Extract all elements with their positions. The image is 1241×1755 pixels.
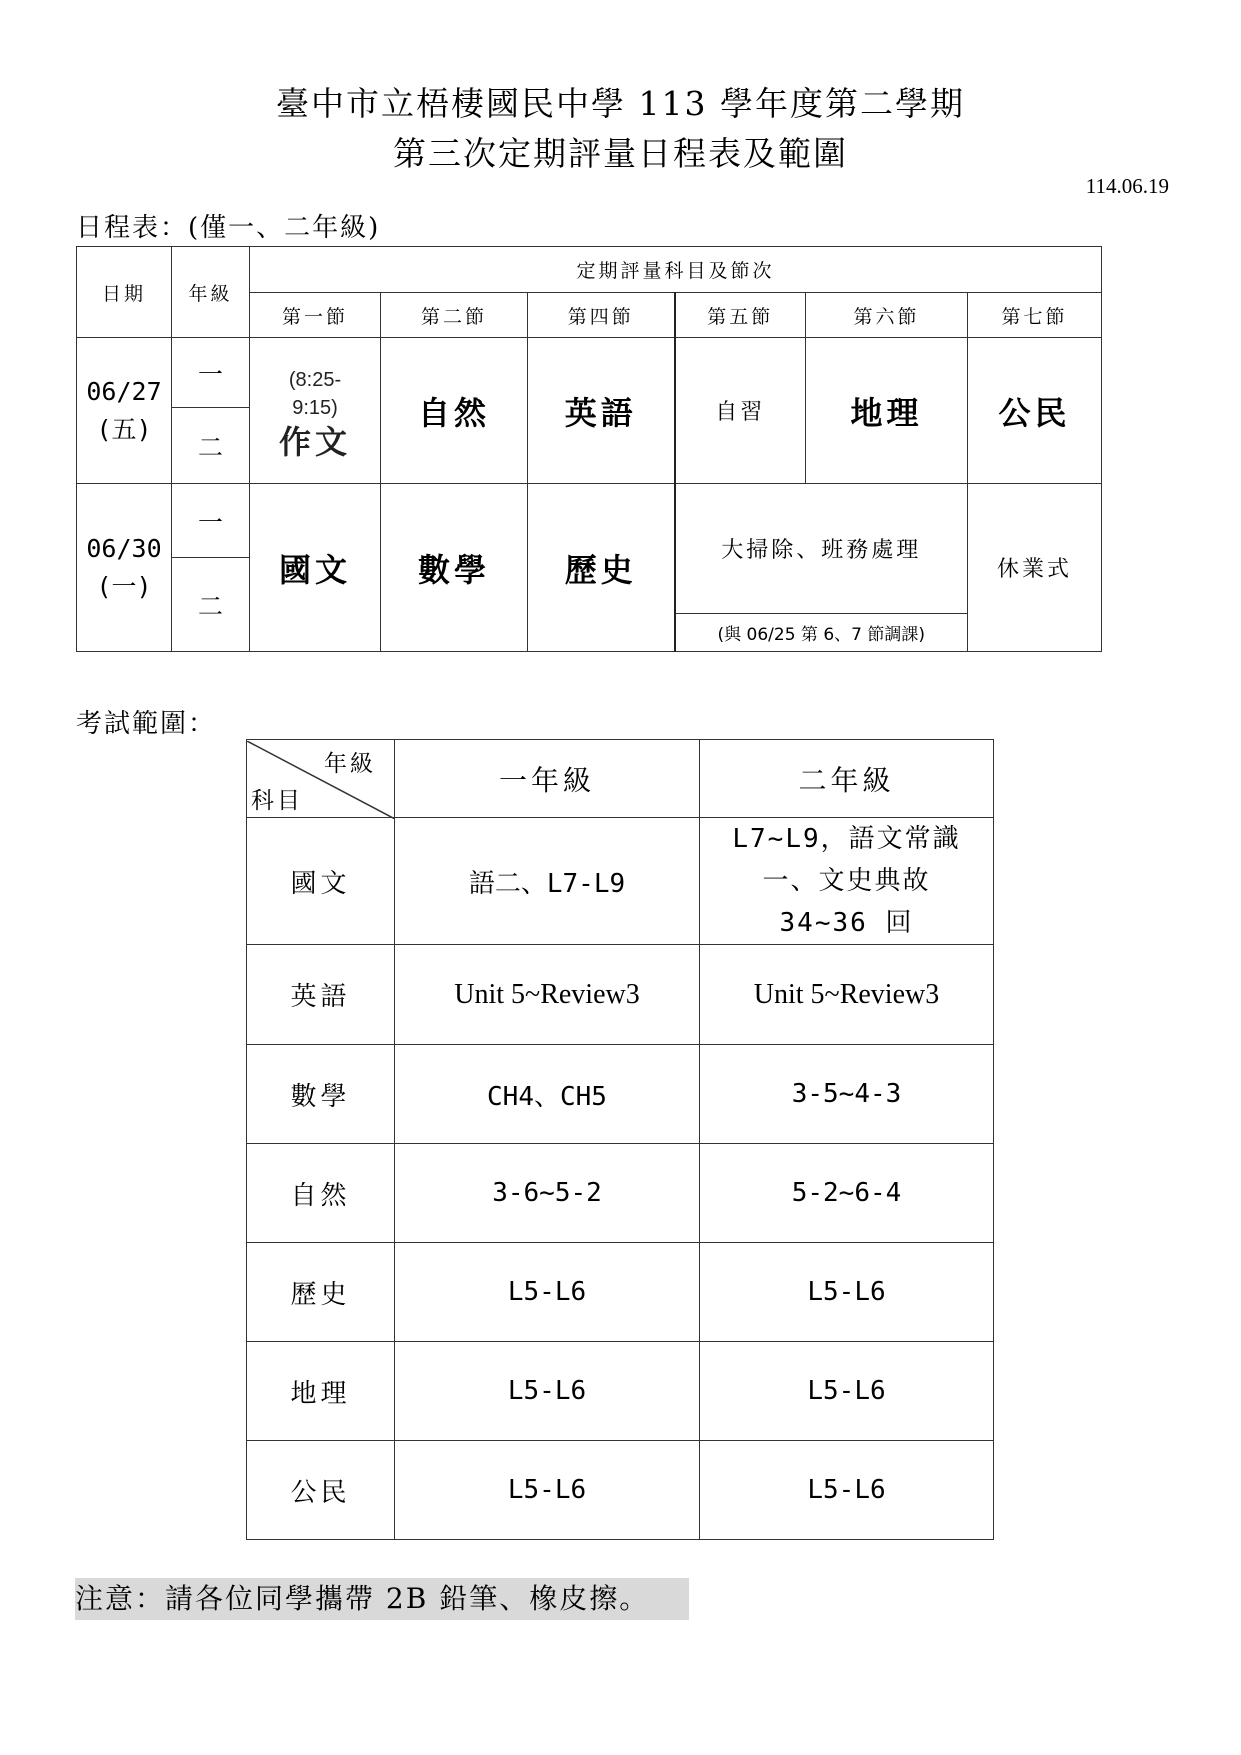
day2-period1: 國文 xyxy=(250,484,381,652)
grade1-range: 3-6~5-2 xyxy=(395,1144,700,1243)
day2-period2: 數學 xyxy=(381,484,528,652)
grade2-header: 二年級 xyxy=(700,740,994,818)
subject-cell: 歷史 xyxy=(247,1243,395,1342)
day1-period1-subject: 作文 xyxy=(278,422,351,461)
day1-period2: 自然 xyxy=(381,338,528,484)
grade2-range: L5-L6 xyxy=(700,1441,994,1540)
day2-date: 06/30 xyxy=(86,533,162,563)
col-grade-header: 年級 xyxy=(172,247,250,338)
day1-period4: 英語 xyxy=(528,338,675,484)
day2-grade-b: 二 xyxy=(172,558,250,652)
day2-period5-6: 大掃除、班務處理 xyxy=(675,484,968,614)
corner-subject-label: 科目 xyxy=(251,787,303,814)
grade1-range: L5-L6 xyxy=(395,1342,700,1441)
grade2-range: L5-L6 xyxy=(700,1243,994,1342)
document-date: 114.06.19 xyxy=(1085,174,1169,198)
day1-period5: 自習 xyxy=(675,338,806,484)
grade2-range: 3-5~4-3 xyxy=(700,1045,994,1144)
period-header: 第六節 xyxy=(806,293,968,338)
grade2-range: L5-L6 xyxy=(700,1342,994,1441)
day1-period1 xyxy=(250,338,381,484)
grade1-range: Unit 5~Review3 xyxy=(395,945,700,1045)
day1-weekday: (五) xyxy=(96,414,152,444)
exam-range-table xyxy=(246,739,994,1540)
page-title-line1: 臺中市立梧棲國民中學 113 學年度第二學期 xyxy=(276,84,965,123)
subject-cell: 地理 xyxy=(247,1342,395,1441)
day2-period5-6-note: (與 06/25 第 6、7 節調課) xyxy=(675,614,968,652)
corner-header xyxy=(247,740,395,818)
col-date-header: 日期 xyxy=(77,247,172,338)
day2-weekday: (一) xyxy=(96,571,152,601)
corner-grade-label: 年級 xyxy=(324,750,376,777)
grade1-range: CH4、CH5 xyxy=(395,1045,700,1144)
notice-banner: 注意：請各位同學攜帶 2B 鉛筆、橡皮擦。 xyxy=(75,1578,689,1620)
day2-grade-a: 一 xyxy=(172,484,250,558)
day2-date-cell xyxy=(77,484,172,652)
day1-period6: 地理 xyxy=(806,338,968,484)
day1-period1-time: (8:25- 9:15) xyxy=(288,368,342,419)
period-header: 第七節 xyxy=(968,293,1102,338)
page-title-line2: 第三次定期評量日程表及範圍 xyxy=(393,134,848,173)
grade1-range: 語二、L7-L9 xyxy=(395,818,700,945)
subject-cell: 公民 xyxy=(247,1441,395,1540)
day1-date-cell xyxy=(77,338,172,484)
subject-cell: 自然 xyxy=(247,1144,395,1243)
day2-period7: 休業式 xyxy=(968,484,1102,652)
schedule-label: 日程表：(僅一、二年級) xyxy=(76,213,381,243)
schedule-table xyxy=(76,246,1102,652)
grade2-range: L7~L9，語文常識 一、文史典故 34~36 回 xyxy=(700,818,994,945)
day1-grade-a: 一 xyxy=(172,338,250,408)
period-header: 第四節 xyxy=(528,293,675,338)
grade1-range: L5-L6 xyxy=(395,1243,700,1342)
range-label: 考試範圍： xyxy=(76,709,217,739)
grade1-range: L5-L6 xyxy=(395,1441,700,1540)
period-header: 第一節 xyxy=(250,293,381,338)
subjects-periods-header: 定期評量科目及節次 xyxy=(250,247,1102,293)
subject-cell: 國文 xyxy=(247,818,395,945)
day1-period7: 公民 xyxy=(968,338,1102,484)
day1-date: 06/27 xyxy=(86,376,162,406)
day1-grade-b: 二 xyxy=(172,408,250,484)
subject-cell: 英語 xyxy=(247,945,395,1045)
period-header: 第二節 xyxy=(381,293,528,338)
grade2-range: Unit 5~Review3 xyxy=(700,945,994,1045)
subject-cell: 數學 xyxy=(247,1045,395,1144)
grade2-range: 5-2~6-4 xyxy=(700,1144,994,1243)
grade1-header: 一年級 xyxy=(395,740,700,818)
day2-period4: 歷史 xyxy=(528,484,675,652)
period-header: 第五節 xyxy=(675,293,806,338)
